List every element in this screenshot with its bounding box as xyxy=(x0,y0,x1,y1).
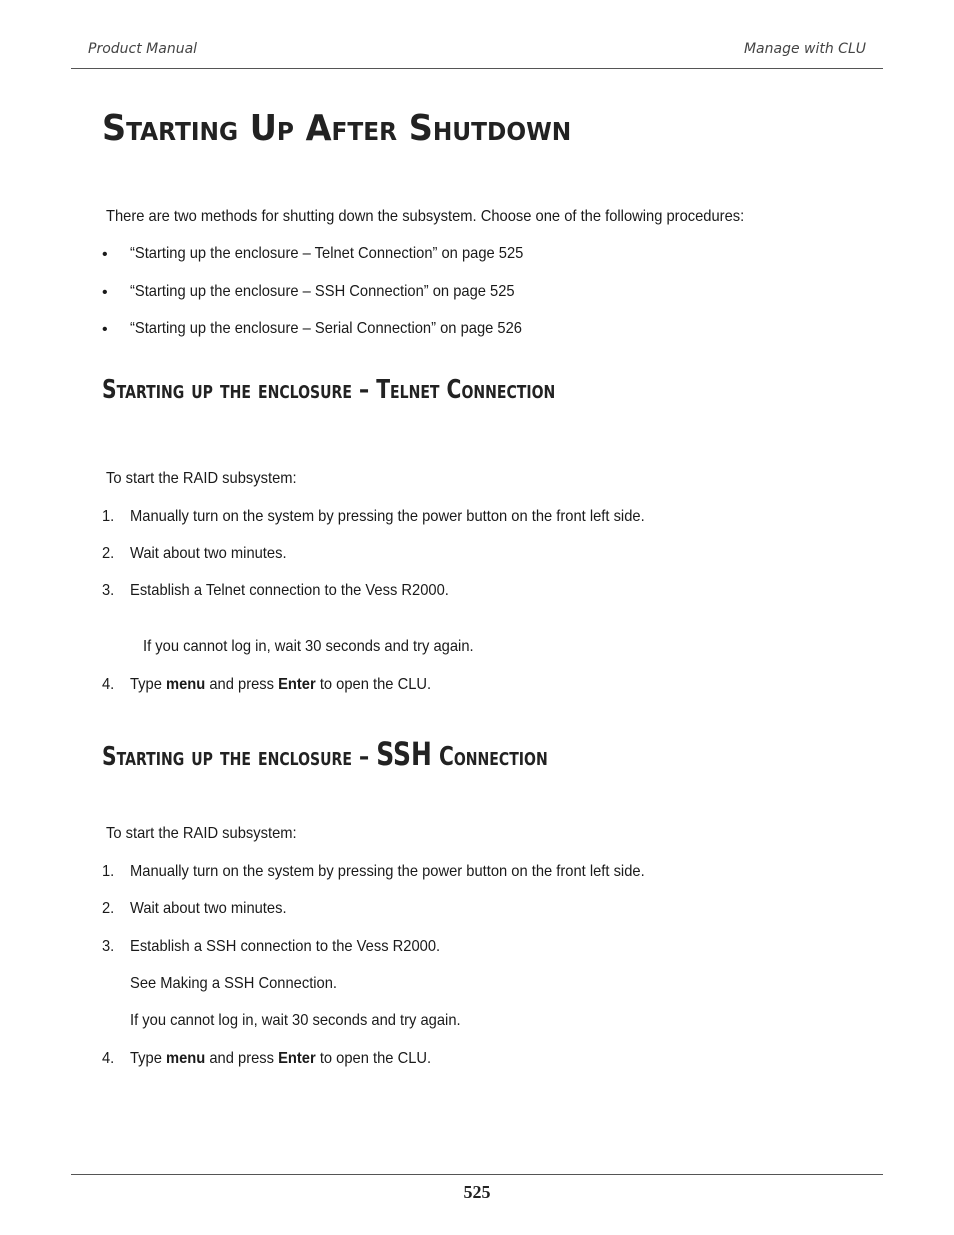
bullet-item-telnet[interactable]: “Starting up the enclosure – Telnet Connection” on page 525 xyxy=(130,245,524,262)
key-enter: Enter xyxy=(278,676,316,693)
telnet-note: If you cannot log in, wait 30 seconds and try again. xyxy=(143,638,474,655)
telnet-step-2: Wait about two minutes. xyxy=(130,545,287,562)
bullet-marker: • xyxy=(102,246,108,263)
ssh-step-1: Manually turn on the system by pressing the power button on the front left side. xyxy=(130,863,645,880)
header-right: Manage with CLU xyxy=(743,41,866,57)
step-number: 1. xyxy=(102,863,115,880)
telnet-step-4: Type menu and press Enter to open the CLU. xyxy=(130,676,432,693)
bullet-item-ssh[interactable]: “Starting up the enclosure – SSH Connection” on page 525 xyxy=(130,283,515,300)
command-menu: menu xyxy=(166,676,206,693)
intro-text: There are two methods for shutting down the subsystem. Choose one of the following procedures: xyxy=(106,208,745,225)
step-number: 2. xyxy=(102,545,115,562)
bullet-marker: • xyxy=(102,321,108,338)
ssh-lead: To start the RAID subsystem: xyxy=(106,825,297,842)
key-enter: Enter xyxy=(278,1050,316,1067)
footer-rule xyxy=(71,1174,883,1175)
header-left: Product Manual xyxy=(88,41,198,57)
bullet-item-serial[interactable]: “Starting up the enclosure – Serial Connection” on page 526 xyxy=(130,320,522,337)
step-number: 3. xyxy=(102,938,115,955)
step-number: 4. xyxy=(102,676,115,693)
ssh-step-4: Type menu and press Enter to open the CLU. xyxy=(130,1050,432,1067)
section-heading-telnet: Starting up the enclosure – Telnet Connection xyxy=(102,375,556,405)
step-number: 3. xyxy=(102,582,115,599)
command-menu: menu xyxy=(166,1050,206,1067)
header-rule xyxy=(71,68,883,69)
telnet-lead: To start the RAID subsystem: xyxy=(106,470,297,487)
page-title: Starting Up After Shutdown xyxy=(102,108,572,149)
ssh-note: If you cannot log in, wait 30 seconds and try again. xyxy=(130,1012,461,1029)
page-number: 525 xyxy=(463,1182,491,1202)
telnet-step-3: Establish a Telnet connection to the Vess R2000. xyxy=(130,582,449,599)
telnet-step-1: Manually turn on the system by pressing the power button on the front left side. xyxy=(130,508,645,525)
step-number: 4. xyxy=(102,1050,115,1067)
bullet-marker: • xyxy=(102,284,108,301)
ssh-see-link[interactable]: See Making a SSH Connection. xyxy=(130,975,338,992)
step-number: 2. xyxy=(102,900,115,917)
ssh-step-2: Wait about two minutes. xyxy=(130,900,287,917)
step-number: 1. xyxy=(102,508,115,525)
section-heading-ssh: Starting up the enclosure – SSH Connection xyxy=(102,735,548,773)
ssh-step-3: Establish a SSH connection to the Vess R2000. xyxy=(130,938,441,955)
